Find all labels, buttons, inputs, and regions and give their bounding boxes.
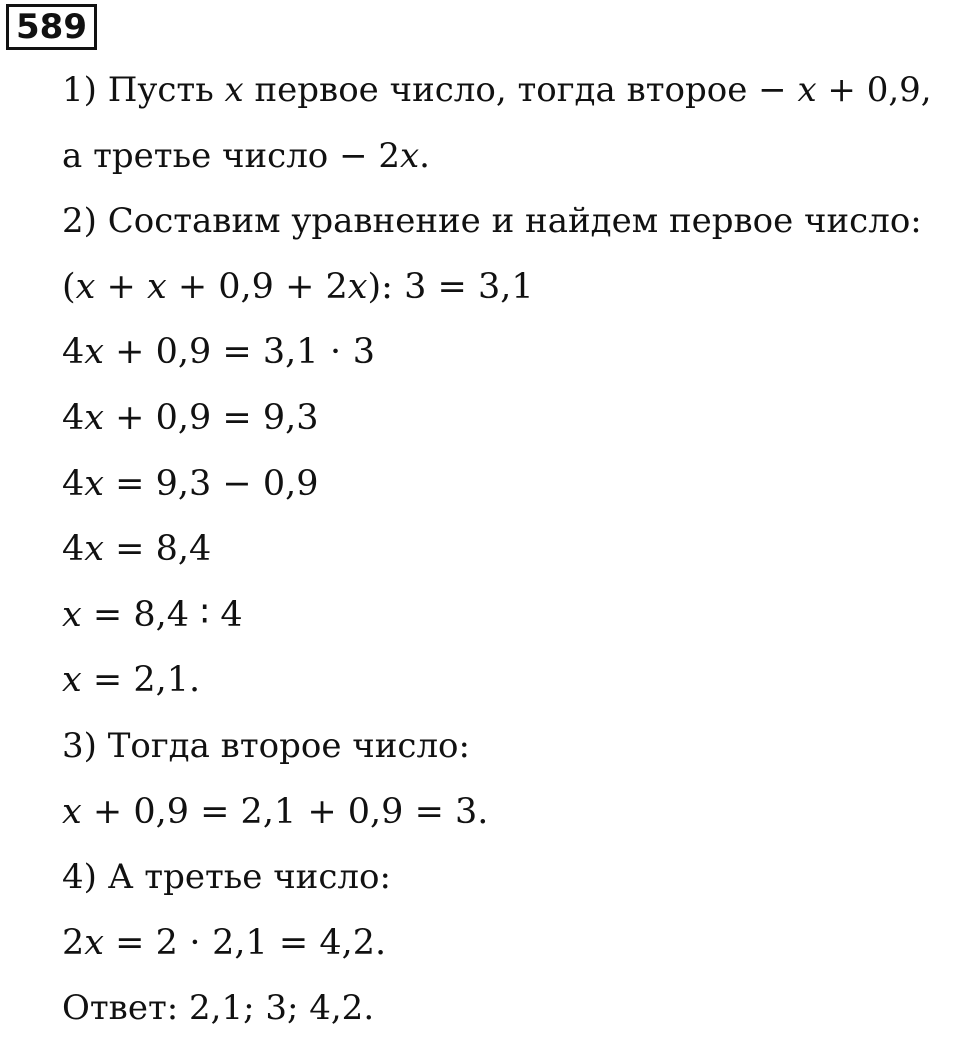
equation-line: 𝑥 = 2,1.	[62, 660, 201, 701]
equation-line: 4𝑥 = 8,4	[62, 529, 212, 570]
equation-line: 4𝑥 + 0,9 = 3,1 ⋅ 3	[62, 332, 375, 373]
equation-line: 𝑥 + 0,9 = 2,1 + 0,9 = 3.	[62, 791, 489, 832]
equation-line: 4𝑥 + 0,9 = 9,3	[62, 397, 319, 438]
step-2-line: 2) Составим уравнение и найдем первое число:	[62, 201, 922, 242]
equation-line: 2𝑥 = 2 ⋅ 2,1 = 4,2.	[62, 922, 387, 963]
step-3-line: 3) Тогда второе число:	[62, 725, 470, 766]
answer-line: Ответ: 2,1; 3; 4,2.	[62, 988, 375, 1029]
step-1-line: 1) Пусть 𝑥 первое число, тогда второе − 𝑥 + 0,9,	[62, 70, 932, 110]
equation-line: 𝑥 = 8,4 ∶ 4	[62, 594, 243, 635]
solution-text	[62, 58, 954, 1042]
problem-number: 589	[16, 7, 87, 47]
problem-number-box	[6, 4, 97, 50]
step-1-continuation-line: а третье число − 2𝑥.	[62, 135, 430, 176]
step-4-line: 4) А третье число:	[62, 857, 391, 898]
equation-line: 4𝑥 = 9,3 − 0,9	[62, 463, 319, 504]
equation-line: (𝑥 + 𝑥 + 0,9 + 2𝑥): 3 = 3,1	[62, 266, 534, 307]
